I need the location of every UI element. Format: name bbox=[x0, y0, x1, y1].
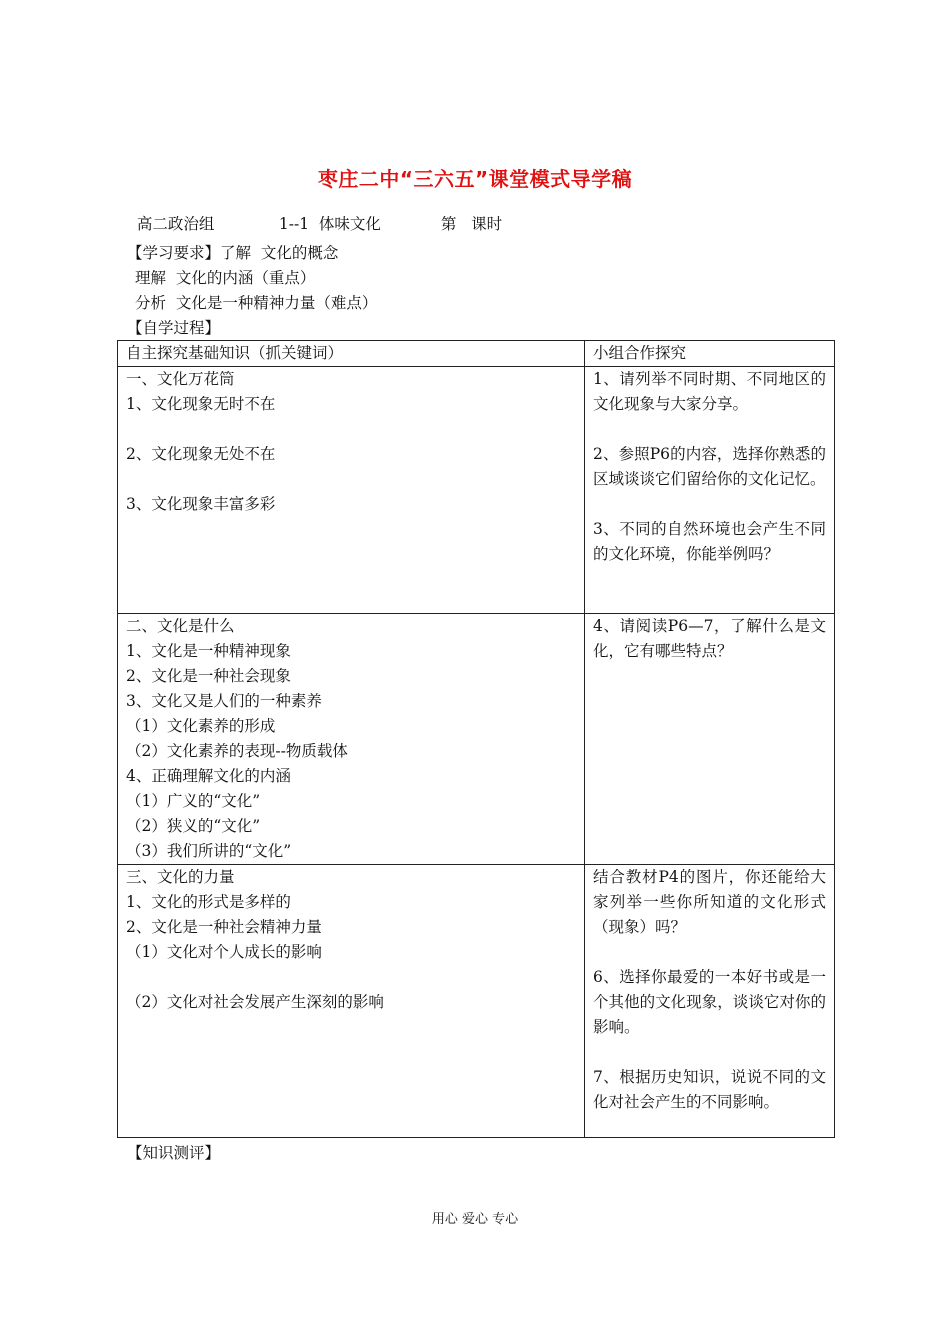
row-1-right-cell bbox=[585, 367, 835, 614]
row-2-left-line: 二、文化是什么 bbox=[126, 617, 235, 635]
row-3-right-line: 7、根据历史知识，说说不同的文化对社会产生的不同影响。 bbox=[593, 1068, 826, 1111]
requirements-line-3: 分析 文化是一种精神力量（难点） bbox=[135, 294, 378, 312]
row-3-left-line: 2、文化是一种社会精神力量 bbox=[126, 918, 322, 936]
row-1-right-line: 1、请列举不同时期、不同地区的文化现象与大家分享。 bbox=[593, 370, 826, 413]
row-3-left-line: 三、文化的力量 bbox=[126, 868, 235, 886]
row-1-left-line: 1、文化现象无时不在 bbox=[126, 395, 276, 413]
row-3-left-line: （2）文化对社会发展产生深刻的影响 bbox=[126, 993, 384, 1011]
table-row bbox=[118, 367, 835, 614]
row-2-left-line: 4、正确理解文化的内涵 bbox=[126, 767, 291, 785]
row-3-right-cell bbox=[585, 865, 835, 1138]
row-3-left-cell bbox=[118, 865, 585, 1138]
row-3-right-line: 6、选择你最爱的一本好书或是一个其他的文化现象，谈谈它对你的影响。 bbox=[593, 968, 826, 1036]
row-1-right-line: 2、参照P6的内容，选择你熟悉的区域谈谈它们留给你的文化记忆。 bbox=[593, 445, 826, 488]
row-1-left-line: 一、文化万花筒 bbox=[126, 370, 235, 388]
row-3-right-line bbox=[593, 940, 826, 965]
table-row bbox=[118, 614, 835, 865]
row-2-left-line: 2、文化是一种社会现象 bbox=[126, 667, 291, 685]
row-3-right-line: 结合教材P4的图片，你还能给大家列举一些你所知道的文化形式（现象）吗？ bbox=[593, 868, 826, 936]
table-row bbox=[118, 865, 835, 1138]
row-1-right-line bbox=[593, 492, 826, 517]
row-2-left-line: 1、文化是一种精神现象 bbox=[126, 642, 291, 660]
row-2-left-line: （2）狭义的“文化” bbox=[126, 817, 261, 835]
study-table bbox=[117, 340, 835, 1138]
knowledge-test-heading: 【知识测评】 bbox=[127, 1144, 221, 1162]
row-2-right-cell bbox=[585, 614, 835, 865]
row-2-left-line: 3、文化又是人们的一种素养 bbox=[126, 692, 322, 710]
subtitle-period: 第 课时 bbox=[440, 215, 503, 233]
row-1-left-line: 3、文化现象丰富多彩 bbox=[126, 495, 276, 513]
row-1-left-line: 2、文化现象无处不在 bbox=[126, 445, 276, 463]
self-study-heading: 【自学过程】 bbox=[127, 319, 221, 337]
requirements-line-1: 【学习要求】了解 文化的概念 bbox=[127, 244, 339, 262]
document-title: 枣庄二中“三六五”课堂模式导学稿 bbox=[317, 167, 633, 191]
row-3-left-line: 1、文化的形式是多样的 bbox=[126, 893, 291, 911]
row-1-left-line bbox=[126, 467, 576, 492]
requirements-line-2: 理解 文化的内涵（重点） bbox=[135, 269, 316, 287]
subtitle-group: 高二政治组 bbox=[136, 215, 215, 233]
subtitle-lesson: 1--1 体味文化 bbox=[278, 215, 381, 233]
table-header-row bbox=[118, 341, 835, 367]
row-3-right-line bbox=[593, 1040, 826, 1065]
row-2-left-cell bbox=[118, 614, 585, 865]
row-2-left-line: （1）文化素养的形成 bbox=[126, 717, 276, 735]
row-2-left-line: （1）广义的“文化” bbox=[126, 792, 261, 810]
row-3-left-line bbox=[126, 965, 576, 990]
row-1-right-line: 3、不同的自然环境也会产生不同的文化环境，你能举例吗？ bbox=[593, 520, 826, 563]
row-3-left-line: （1）文化对个人成长的影响 bbox=[126, 943, 322, 961]
table-header-left: 自主探究基础知识（抓关键词） bbox=[118, 341, 585, 367]
row-1-right-line bbox=[593, 417, 826, 442]
row-1-left-cell bbox=[118, 367, 585, 614]
row-2-left-line: （2）文化素养的表现--物质载体 bbox=[126, 742, 348, 760]
row-1-left-line bbox=[126, 417, 576, 442]
page-footer: 用心 爱心 专心 bbox=[431, 1212, 519, 1227]
subtitle-line bbox=[127, 194, 502, 234]
row-2-right-line: 4、请阅读P6—7，了解什么是文化，它有哪些特点？ bbox=[593, 617, 826, 660]
table-header-right: 小组合作探究 bbox=[585, 341, 835, 367]
row-2-left-line: （3）我们所讲的“文化” bbox=[126, 842, 292, 860]
